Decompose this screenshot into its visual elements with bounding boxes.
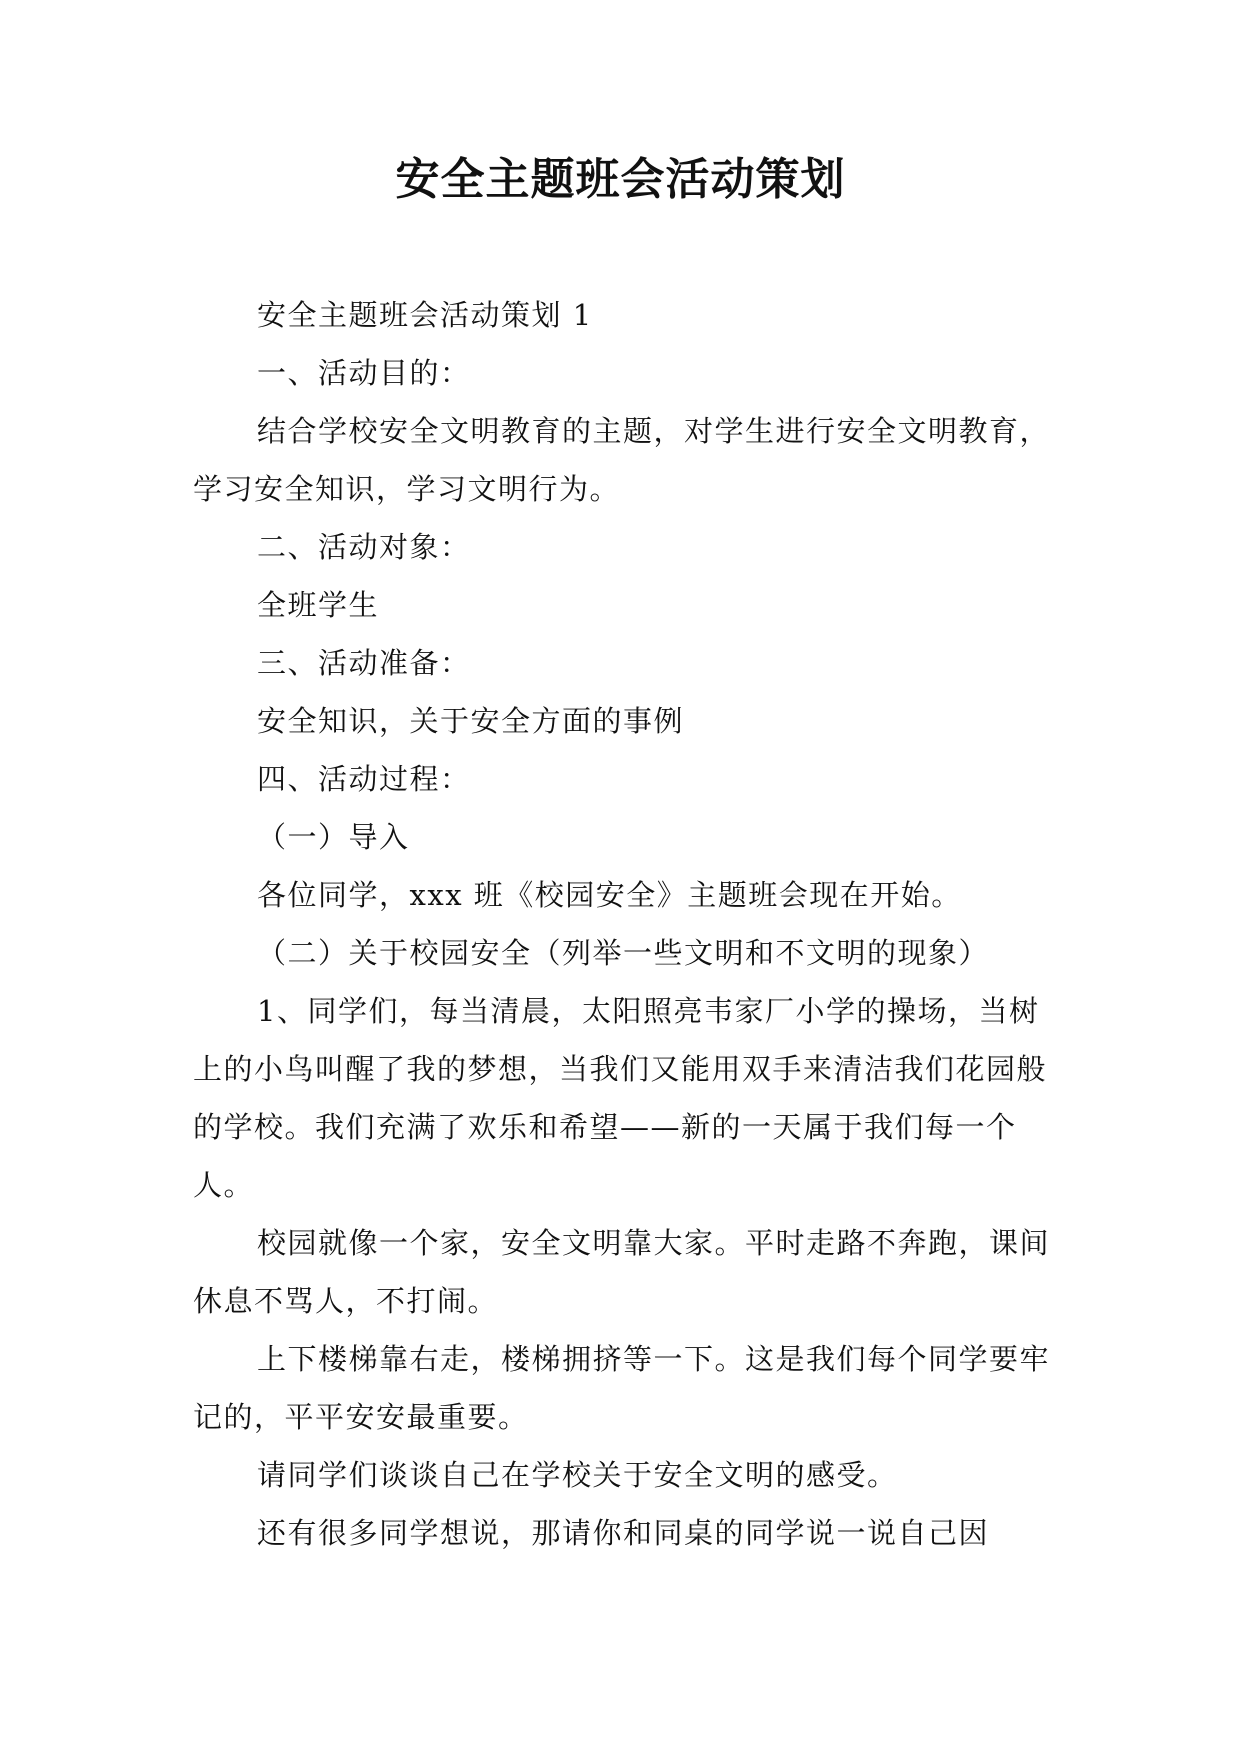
subsection-heading: （二）关于校园安全（列举一些文明和不文明的现象） <box>257 936 990 970</box>
section-heading: 三、活动准备： <box>257 646 471 680</box>
paragraph: 还有很多同学想说，那请你和同桌的同学说一说自己因 <box>257 1516 990 1550</box>
paragraph: 全班学生 <box>257 588 380 622</box>
paragraph: 校园就像一个家，安全文明靠大家。平时走路不奔跑，课间休息不骂人，不打闹。 <box>193 1226 1051 1318</box>
subsection-heading: （一）导入 <box>257 820 410 854</box>
paragraph: 上下楼梯靠右走，楼梯拥挤等一下。这是我们每个同学要牢记的，平平安安最重要。 <box>193 1342 1051 1434</box>
document-title: 安全主题班会活动策划 <box>395 154 846 205</box>
paragraph: 安全主题班会活动策划 1 <box>257 298 593 332</box>
paragraph: 结合学校安全文明教育的主题，对学生进行安全文明教育，学习安全知识，学习文明行为。 <box>193 414 1051 506</box>
paragraph: 安全知识，关于安全方面的事例 <box>257 704 685 738</box>
section-heading: 一、活动目的： <box>257 356 471 390</box>
section-heading: 二、活动对象： <box>257 530 471 564</box>
section-heading: 四、活动过程： <box>257 762 471 796</box>
document-body <box>193 286 1053 1562</box>
paragraph: 请同学们谈谈自己在学校关于安全文明的感受。 <box>257 1458 898 1492</box>
paragraph: 各位同学，xxx 班《校园安全》主题班会现在开始。 <box>257 878 962 912</box>
paragraph: 1、同学们，每当清晨，太阳照亮韦家厂小学的操场，当树上的小鸟叫醒了我的梦想，当我们又能用双手来清洁我们花园般的学校。我们充满了欢乐和希望——新的一天属于我们每一个人。 <box>193 994 1048 1202</box>
